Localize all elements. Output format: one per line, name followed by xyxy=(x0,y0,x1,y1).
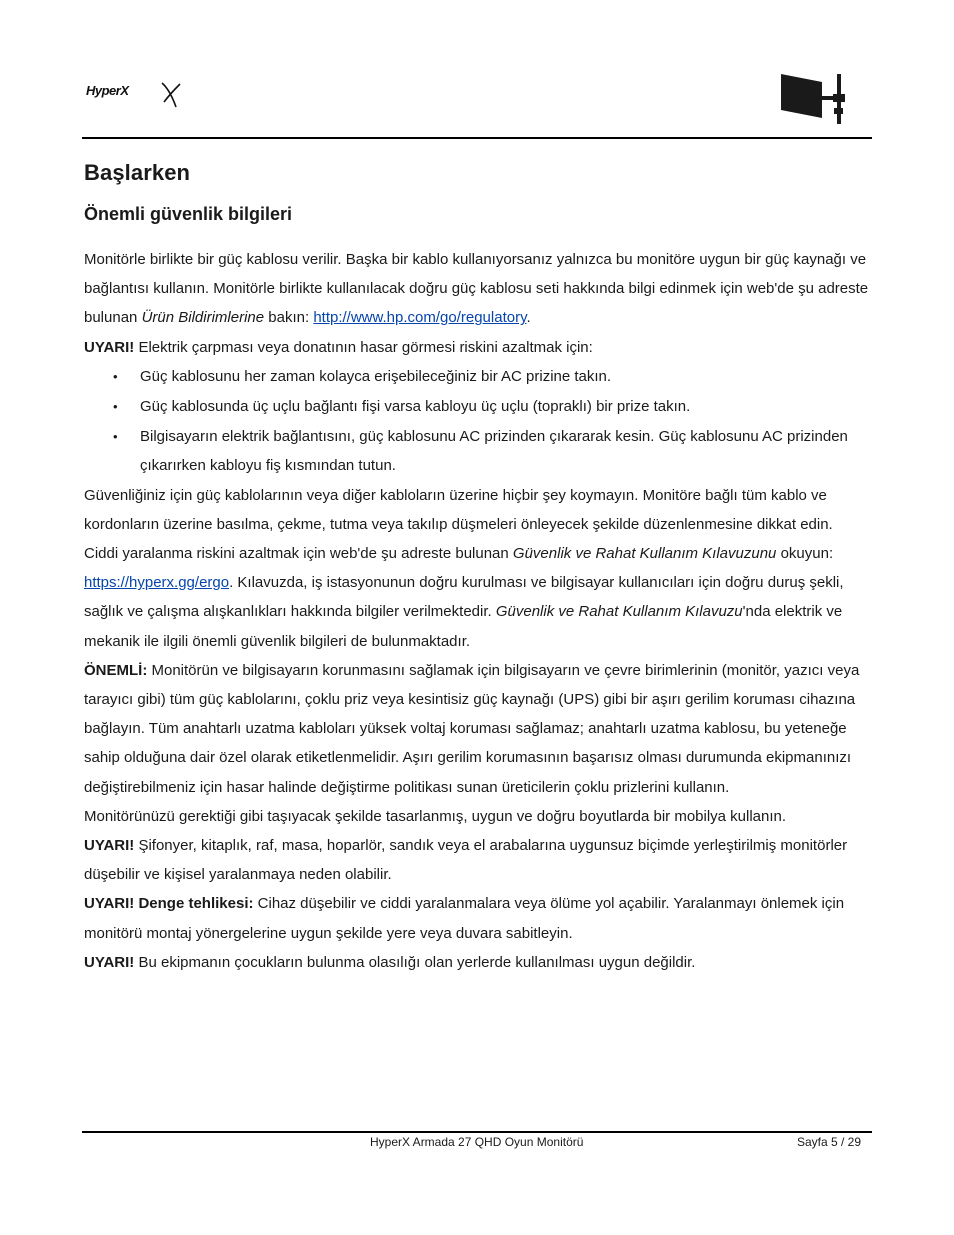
document-body xyxy=(84,245,874,977)
warning-label: UYARI! Denge tehlikesi: xyxy=(84,895,254,913)
warning-electric: UYARI! Elektrik çarpması veya donatının hasar görmesi riskini azaltmak için: xyxy=(84,338,593,356)
bullet-icon: • xyxy=(113,368,118,384)
list-item: • Bilgisayarın elektrik bağlantısını, güç kablosunu AC prizinden çıkararak kesin. Güç kablosunu AC prizinden çıkarırken kabloyu fiş kısmından tutun. xyxy=(84,422,874,480)
paragraph-power-cord: Monitörle birlikte bir güç kablosu verilir. Başka bir kablo kullanıyorsanız yalnızca bu monitöre uygun bir güç kaynağı ve bağlantısı kullanın. Monitörle birlikte kullanılacak doğru güç kablosu seti hakkında bilgi edinmek için web'de şu adreste bulunan Ürün Bildirimlerine bakın: http://www.hp.com/go/regulatory. xyxy=(84,251,869,327)
hyperx-logo xyxy=(84,80,182,110)
paragraph-furniture: Monitörünüzü gerektiği gibi taşıyacak şekilde tasarlanmış, uygun ve doğru boyutlarda bir mobilya kullanın. xyxy=(84,807,787,825)
bullet-icon: • xyxy=(113,429,118,445)
warning-label: UYARI! xyxy=(84,953,135,971)
logo-text: HyperX xyxy=(86,83,129,98)
warning-label: UYARI! xyxy=(84,338,135,356)
warning-children: UYARI! Bu ekipmanın çocukların bulunma olasılığı olan yerlerde kullanılması uygun değildir. xyxy=(84,953,696,971)
regulatory-link[interactable]: http://www.hp.com/go/regulatory xyxy=(313,309,527,327)
paragraph-ergonomics: Ciddi yaralanma riskini azaltmak için web'de şu adreste bulunan Güvenlik ve Rahat Kullanım Kılavuzunu okuyun: https://hyperx.gg/ergo. Kılavuzda, iş istasyonunun doğru kurulması ve bilgisayar kullanıcıları için doğru duruş şekli, sağlık ve çalışma alışkanlıkları hakkında bilgiler verilmektedir. Güvenlik ve Rahat Kullanım Kılavuzu'nda elektrik ve mekanik ile ilgili önemli güvenlik bilgileri de bulunmaktadır. xyxy=(84,545,844,650)
footer-document-title: HyperX Armada 27 QHD Oyun Monitörü xyxy=(370,1135,584,1149)
page-number: Sayfa 5 / 29 xyxy=(796,1135,861,1149)
important-label: ÖNEMLİ: xyxy=(84,661,148,679)
warning-list xyxy=(84,362,874,481)
important-surge: ÖNEMLİ: Monitörün ve bilgisayarın korunmasını sağlamak için bilgisayarın ve çevre birimlerinin (monitör, yazıcı veya tarayıcı gibi) tüm güç kablolarını, çoklu priz veya kesintisiz güç kaynağı (UPS) gibi bir aşırı gerilim koruması cihazına bağlayın. Tüm anahtarlı uzatma kabloları yüksek voltaj koruması sağlamaz; anahtarlı uzatma kablosu, bu yeteneğe sahip olduğuna dair özel olarak etiketlenmelidir. Aşırı gerilim korumasının başarısız olması durumunda ekipmanınızı değiştirebilmeniz için hasar halinde değiştirme politikası sunan üreticilerin çoklu prizlerini kullanın. xyxy=(84,661,860,796)
header-divider xyxy=(82,137,872,139)
footer-divider xyxy=(82,1131,872,1133)
bullet-icon: • xyxy=(113,399,118,415)
list-item: • Güç kablosunda üç uçlu bağlantı fişi varsa kabloyu üç uçlu (topraklı) bir prize takın. xyxy=(84,392,874,421)
page-title: Başlarken xyxy=(84,160,191,185)
warning-stability: UYARI! Denge tehlikesi: Cihaz düşebilir ve ciddi yaralanmalara veya ölüme yol açabilir. Yaralanmayı önlemek için monitörü montaj yönergelerine uygun şekilde yere veya duvara sabitleyin. xyxy=(84,895,845,942)
section-title: Önemli güvenlik bilgileri xyxy=(84,204,293,224)
ergo-link[interactable]: https://hyperx.gg/ergo xyxy=(84,574,230,592)
product-notices-title: Ürün Bildirimlerine xyxy=(141,309,265,327)
paragraph-cable-safety: Güvenliğiniz için güç kablolarının veya diğer kabloların üzerine hiçbir şey koymayın. Monitöre bağlı tüm kablo ve kordonların üzerine basılma, çekme, tutma veya takılıp düşmeleri önleyecek şekilde düzenlenmesine dikkat edin. xyxy=(84,486,833,533)
warning-label: UYARI! xyxy=(84,837,135,855)
monitor-arm-icon xyxy=(778,70,852,126)
warning-furniture: UYARI! Şifonyer, kitaplık, raf, masa, hoparlör, sandık veya el arabalarına uygunsuz biçimde yerleştirilmiş monitörler düşebilir ve kişisel yaralanmaya neden olabilir. xyxy=(84,837,848,884)
list-item: • Güç kablosunu her zaman kolayca erişebileceğiniz bir AC prizine takın. xyxy=(84,362,874,391)
